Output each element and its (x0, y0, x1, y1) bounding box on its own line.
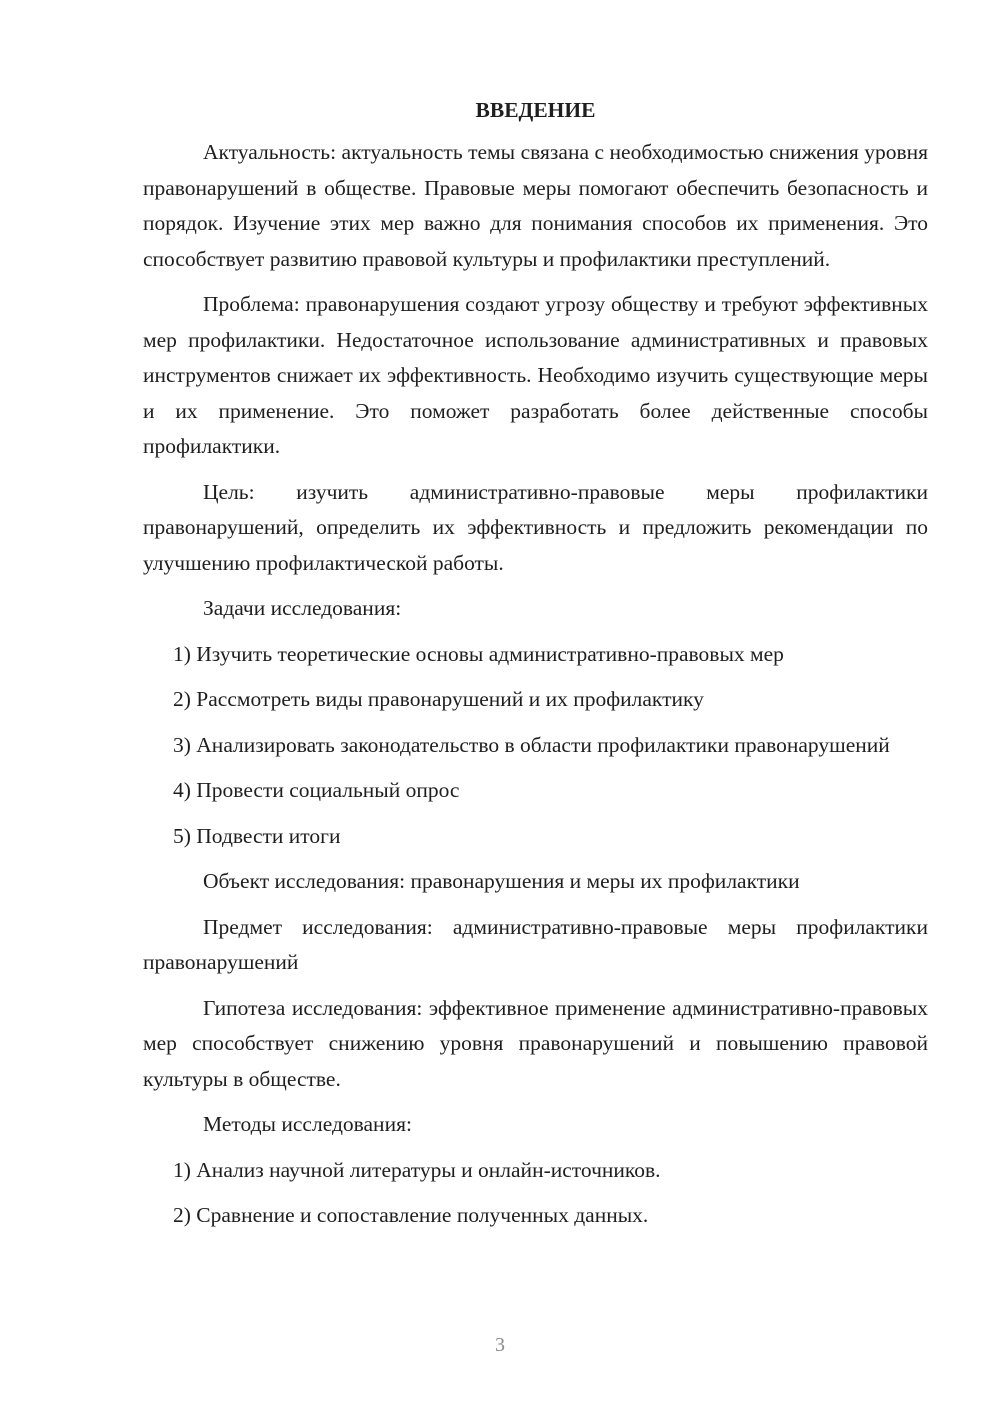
document-page (143, 95, 928, 1244)
problem-paragraph: Проблема: правонарушения создают угрозу обществу и требуют эффективных мер профилактики. Недостаточное использование административных и правовых инструментов снижает их эффективность. Необходимо изучить существующие меры и их применение. Это поможет разработать более действенные способы профилактики. (143, 292, 928, 458)
method-item: 1) Анализ научной литературы и онлайн-источников. (173, 1157, 661, 1182)
task-item: 4) Провести социальный опрос (173, 778, 460, 802)
relevance-paragraph: Актуальность: актуальность темы связана с необходимостью снижения уровня правонарушений в обществе. Правовые меры помогают обеспечить безопасность и порядок. Изучение этих мер важно для понимания способов их применения. Это способствует развитию правовой культуры и профилактики преступлений. (143, 140, 928, 271)
task-item: 1) Изучить теоретические основы административно-правовых мер (173, 641, 784, 666)
task-item: 2) Рассмотреть виды правонарушений и их профилактику (173, 687, 704, 711)
page-title: ВВЕДЕНИЕ (475, 98, 596, 122)
task-item: 3) Анализировать законодательство в области профилактики правонарушений (173, 732, 890, 757)
methods-heading: Методы исследования: (203, 1112, 412, 1136)
goal-paragraph: Цель: изучить административно-правовые меры профилактики правонарушений, определить их эффективность и предложить рекомендации по улучшению профилактической работы. (143, 479, 928, 575)
method-item: 2) Сравнение и сопоставление полученных данных. (173, 1203, 649, 1227)
task-item: 5) Подвести итоги (173, 823, 341, 848)
subject-paragraph: Предмет исследования: административно-правовые меры профилактики правонарушений (143, 914, 928, 974)
tasks-heading: Задачи исследования: (203, 596, 402, 620)
object-line: Объект исследования: правонарушения и меры их профилактики (203, 869, 800, 893)
page-number: 3 (495, 1334, 505, 1356)
hypothesis-paragraph: Гипотеза исследования: эффективное применение административно-правовых мер способствует снижению уровня правонарушений и повышению правовой культуры в обществе. (143, 995, 928, 1091)
